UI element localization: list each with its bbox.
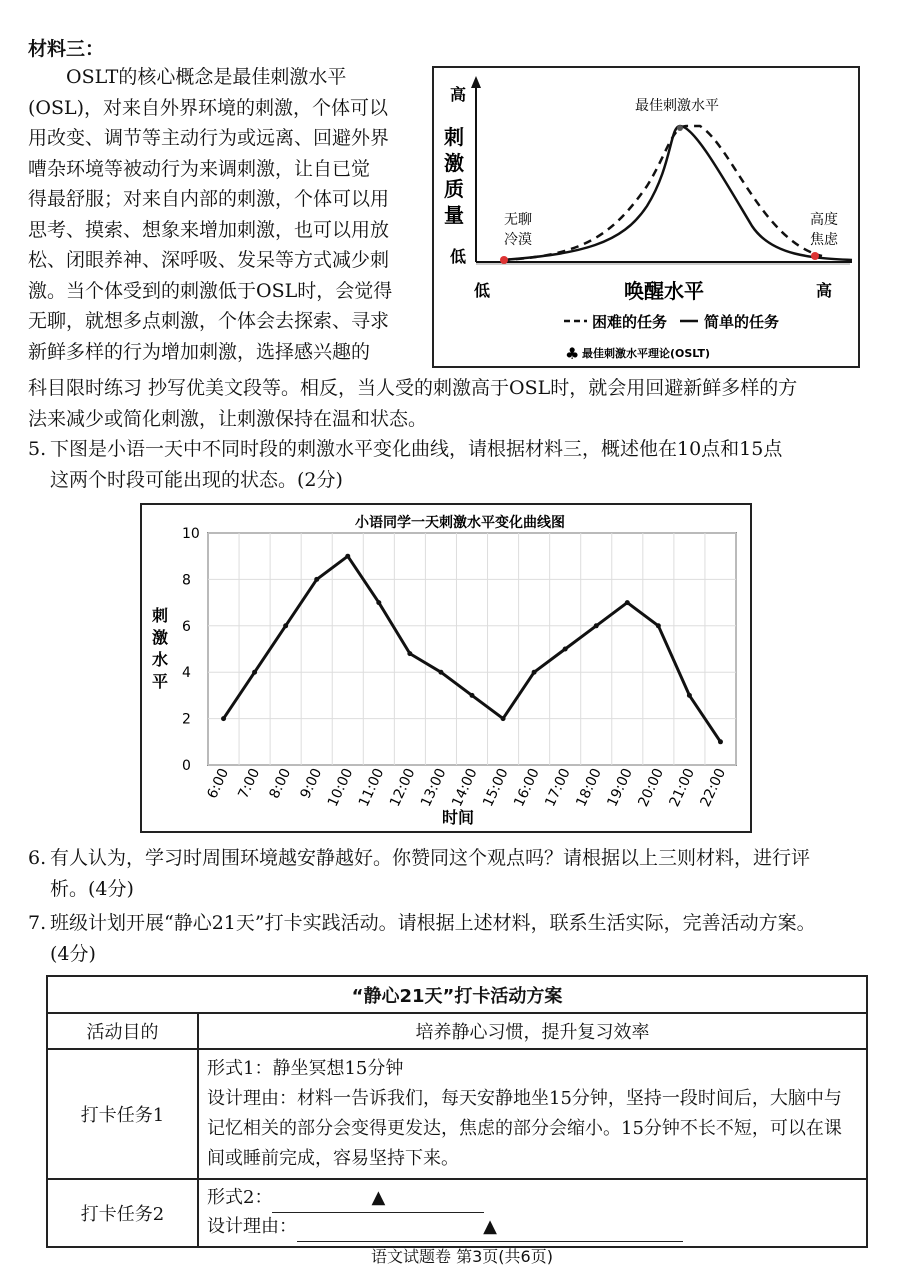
y-label-char: 激: [444, 151, 464, 175]
x-tick-label: 21:00: [666, 765, 699, 810]
task2-form-label: 形式2：: [207, 1187, 273, 1208]
data-point: [532, 670, 537, 675]
legend-difficult: 困难的任务: [592, 313, 668, 331]
y-label-char: 刺: [152, 606, 169, 625]
data-point: [376, 600, 381, 605]
text-line: 思考、摸索、想象来增加刺激，也可以用放: [28, 218, 390, 241]
x-tick-label: 8:00: [266, 765, 295, 802]
x-tick-label: 11:00: [355, 765, 388, 810]
data-point: [438, 670, 443, 675]
data-point: [687, 693, 692, 698]
y-label-char: 平: [152, 672, 169, 691]
y-label-char: 刺: [444, 125, 464, 149]
y-tick-label: 6: [182, 618, 191, 635]
left-marker: [500, 256, 508, 264]
text-line: 嘈杂环境等被动行为来调刺激，让自已觉: [28, 157, 371, 180]
task1-label: 打卡任务1: [47, 1049, 198, 1179]
x-tick-label: 18:00: [573, 765, 605, 810]
x-tick-label: 14:00: [449, 765, 481, 810]
material-heading: 材料三：: [28, 38, 105, 60]
text-line: 用改变、调节等主动行为或远离、回避外界: [28, 127, 390, 149]
question-text: 下图是小语一天中不同时段的刺激水平变化曲线，请根据材料三，概述他在10点和15点: [50, 438, 783, 460]
figure-caption: 最佳刺激水平理论(OSLT): [582, 347, 711, 360]
y-label-char: 水: [152, 650, 169, 669]
question-text: 有人认为，学习时周围环境越安静越好。你赞同这个观点吗？请根据以上三则材料，进行评: [50, 847, 811, 869]
x-tick-label: 12:00: [386, 765, 419, 810]
stimulation-chart: [140, 503, 752, 833]
y-tick-label: 8: [182, 572, 191, 589]
data-point: [625, 600, 630, 605]
text-line: 法来减少或简化刺激，让刺激保持在温和状态。: [28, 407, 428, 430]
task1-reason: 设计理由：材料一告诉我们，每天安静地坐15分钟，坚持一段时间后，大脑中与记忆相关的部分会变得更发达，焦虑的部分会缩小。15分钟不长不短，可以在课间或睡前完成，容易坚持下来。: [207, 1088, 842, 1169]
question-number: 7.: [28, 912, 47, 934]
blank-marker: ▲: [483, 1216, 497, 1237]
question-5: [28, 434, 898, 495]
x-tick-label: 6:00: [204, 765, 233, 802]
y-label-char: 质: [444, 177, 464, 201]
question-6: [28, 843, 898, 904]
plan-table: [46, 975, 868, 1248]
x-tick-label: 10:00: [324, 765, 357, 810]
question-text: 这两个时段可能出现的状态。(2分): [50, 468, 343, 491]
data-point: [594, 623, 599, 628]
chart-title: 小语同学一天刺激水平变化曲线图: [355, 515, 565, 531]
purpose-label: 活动目的: [47, 1013, 198, 1049]
y-tick-label: 10: [182, 526, 200, 542]
x-high-label: 高: [816, 281, 833, 300]
data-point: [718, 739, 723, 744]
question-number: 5.: [28, 438, 47, 460]
task2-reason-blank[interactable]: [297, 1213, 683, 1242]
y-tick-label: 0: [182, 758, 191, 774]
y-label-char: 量: [444, 203, 464, 227]
task2-content: [198, 1179, 867, 1247]
data-point: [283, 623, 288, 628]
data-point: [501, 716, 506, 721]
task2-form-blank[interactable]: [272, 1184, 484, 1213]
right-marker: [811, 252, 819, 260]
text-line: 科目限时练习 抄写优美文段等。相反，当人受的刺激高于OSL时，就会用回避新鲜多样的方: [28, 377, 798, 399]
task2-reason-label: 设计理由：: [207, 1216, 297, 1237]
blank-marker: ▲: [371, 1187, 386, 1208]
bored-label: 冷漠: [504, 232, 532, 248]
anxious-label: 高度: [810, 212, 838, 228]
question-7: [28, 908, 898, 969]
text-line: 得最舒服；对来自内部的刺激，个体可以用: [28, 188, 390, 210]
text-line: 无聊，就想多点刺激，个体会去探索、寻求: [28, 310, 390, 332]
caption-icon: ♣: [565, 344, 580, 363]
data-point: [563, 647, 568, 652]
task1-content: [198, 1049, 867, 1179]
data-point: [407, 651, 412, 656]
x-tick-label: 9:00: [297, 765, 326, 802]
chart-x-label: 时间: [441, 808, 475, 827]
material-left-text: [28, 62, 412, 367]
data-point: [345, 554, 350, 559]
data-point: [314, 577, 319, 582]
purpose-value: 培养静心习惯，提升复习效率: [198, 1013, 867, 1049]
x-tick-label: 15:00: [480, 765, 512, 810]
text-line: 新鲜多样的行为增加刺激，选择感兴趣的: [28, 340, 371, 363]
y-low-label: 低: [450, 247, 467, 266]
x-axis-label: 唤醒水平: [624, 279, 704, 303]
anxious-label: 焦虑: [810, 232, 838, 248]
y-high-label: 高: [450, 85, 467, 104]
x-low-label: 低: [474, 281, 491, 300]
text-line: (OSL)，对来自外界环境的刺激，个体可以: [28, 96, 389, 119]
peak-label: 最佳刺激水平: [635, 98, 719, 114]
data-point: [470, 693, 475, 698]
text-line: OSLT的核心概念是最佳刺激水平: [66, 66, 347, 88]
y-tick-label: 4: [182, 665, 191, 682]
question-text: (4分): [50, 942, 96, 965]
data-point: [252, 670, 257, 675]
task2-label: 打卡任务2: [47, 1179, 198, 1247]
bored-label: 无聊: [504, 212, 532, 228]
page-footer: 语文试题卷 第3页(共6页): [371, 1247, 553, 1266]
question-text: 析。(4分): [50, 877, 134, 900]
data-point: [221, 716, 226, 721]
table-title: “静心21天”打卡活动方案: [47, 976, 867, 1013]
y-label-char: 激: [152, 628, 169, 647]
legend-simple: 简单的任务: [704, 313, 780, 331]
x-tick-label: 17:00: [542, 765, 574, 810]
x-tick-label: 19:00: [604, 765, 636, 810]
osl-figure: [432, 66, 860, 368]
x-tick-label: 16:00: [511, 765, 543, 810]
x-tick-label: 20:00: [635, 765, 667, 810]
x-tick-label: 7:00: [235, 765, 264, 802]
material-continuation: [28, 373, 898, 434]
question-text: 班级计划开展“静心21天”打卡实践活动。请根据上述材料，联系生活实际，完善活动方案。: [50, 912, 816, 934]
x-tick-label: 22:00: [697, 765, 730, 810]
y-tick-label: 2: [182, 711, 191, 728]
x-tick-label: 13:00: [418, 765, 450, 810]
task1-form: 形式1：静坐冥想15分钟: [207, 1058, 404, 1079]
text-line: 松、闭眼养神、深呼吸、发呆等方式减少刺: [28, 249, 390, 271]
question-number: 6.: [28, 847, 47, 869]
text-line: 激。当个体受到的刺激低于OSL时，会觉得: [28, 279, 393, 302]
data-point: [656, 623, 661, 628]
